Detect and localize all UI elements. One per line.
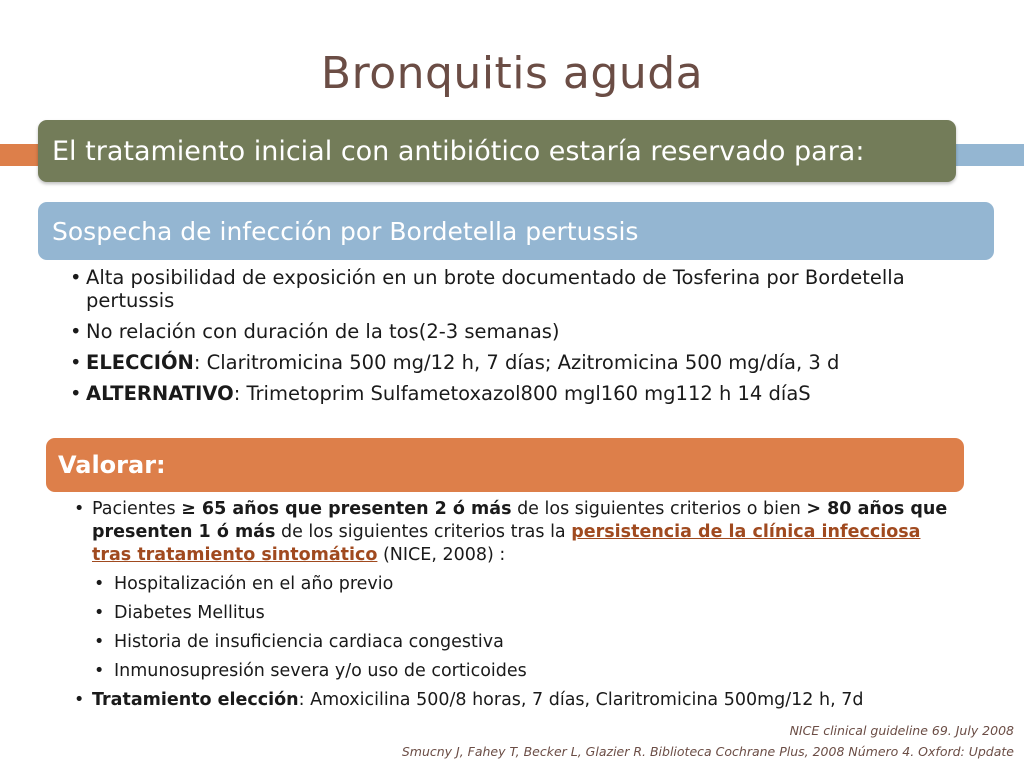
list-item: • No relación con duración de la tos(2-3 semanas) xyxy=(70,320,970,343)
criteria-item: • Inmunosupresión severa y/o uso de corticoides xyxy=(92,660,962,683)
reference-nice: NICE clinical guideline 69. July 2008 xyxy=(789,723,1014,738)
persistence-link[interactable]: persistencia de la clínica infecciosa tras tratamiento sintomático xyxy=(92,522,921,565)
slide-title: Bronquitis aguda xyxy=(320,48,704,99)
criteria-item: • Hospitalización en el año previo xyxy=(92,573,962,596)
criteria-item: • Diabetes Mellitus xyxy=(92,602,962,625)
list-item: • ELECCIÓN: Claritromicina 500 mg/12 h, 7 días; Azitromicina 500 mg/día, 3 d xyxy=(70,351,970,374)
list-item: • Alta posibilidad de exposición en un brote documentado de Tosferina por Bordetella pertussis xyxy=(70,266,970,312)
references xyxy=(402,720,1014,762)
criteria-item: • Historia de insuficiencia cardiaca congestiva xyxy=(92,631,962,654)
section1-heading: Sospecha de infección por Bordetella pertussis xyxy=(38,202,994,260)
criteria-list xyxy=(92,573,962,683)
eleccion-label: ELECCIÓN xyxy=(86,351,194,374)
treatment-item: • Tratamiento elección: Amoxicilina 500/8 horas, 7 días, Claritromicina 500mg/12 h, 7d xyxy=(72,689,962,712)
list-item: • ALTERNATIVO: Trimetoprim Sulfametoxazol800 mgl160 mg112 h 14 díaS xyxy=(70,382,970,405)
accent-strip-left xyxy=(0,144,38,166)
patients-item: • Pacientes ≥ 65 años que presenten 2 ó más de los siguientes criterios o bien > 80 años que presenten 1 ó más de los siguientes criterios tras la persistencia de la clínica infecciosa tras tratamiento sintomático (NICE, 2008) : • Hospitalización en el año previo • Diabetes Mellitus • Historia de insuficiencia cardiaca congestiva • Inmunosupresión severa y/o uso de corticoides xyxy=(72,498,962,683)
header-box: El tratamiento inicial con antibiótico estaría reservado para: xyxy=(38,120,956,182)
section2-heading: Valorar: xyxy=(46,438,964,492)
reference-cochrane: Smucny J, Fahey T, Becker L, Glazier R. Biblioteca Cochrane Plus, 2008 Número 4. Oxford: Update xyxy=(401,744,1014,759)
section1-list xyxy=(70,266,970,413)
section2-list xyxy=(72,498,962,712)
alternativo-label: ALTERNATIVO xyxy=(86,382,234,405)
accent-strip-right xyxy=(956,144,1024,166)
